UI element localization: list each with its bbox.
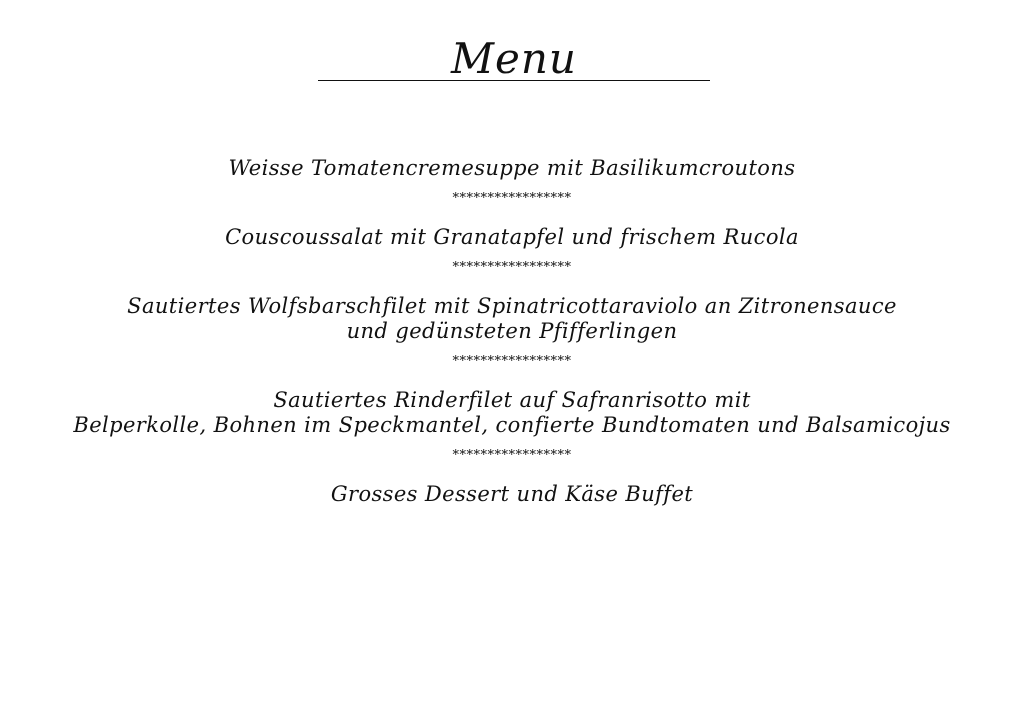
course-line: Couscoussalat mit Granatapfel und frischem Rucola [225,225,799,249]
course-separator: ***************** [452,191,572,206]
course-line: Weisse Tomatencremesuppe mit Basilikumcroutons [228,156,796,180]
course-beef [0,388,1024,438]
course-list [0,156,1024,507]
course-separator: ***************** [452,448,572,463]
course-soup [0,156,1024,181]
course-line: Grosses Dessert und Käse Buffet [330,482,694,506]
course-separator: ***************** [452,354,572,369]
page-title: Menu [451,34,577,83]
menu-title-underlined [318,34,710,81]
course-line: Sautiertes Wolfsbarschfilet mit Spinatricottaraviolo an Zitronensauce [127,294,897,318]
course-line: und gedünsteten Pfifferlingen [346,319,678,343]
course-dessert [0,482,1024,507]
course-fish [0,294,1024,344]
course-line: Sautiertes Rinderfilet auf Safranrisotto mit [273,388,751,412]
course-line: Belperkolle, Bohnen im Speckmantel, confierte Bundtomaten und Balsamicojus [73,413,951,437]
course-separator: ***************** [452,260,572,275]
course-salad [0,225,1024,250]
